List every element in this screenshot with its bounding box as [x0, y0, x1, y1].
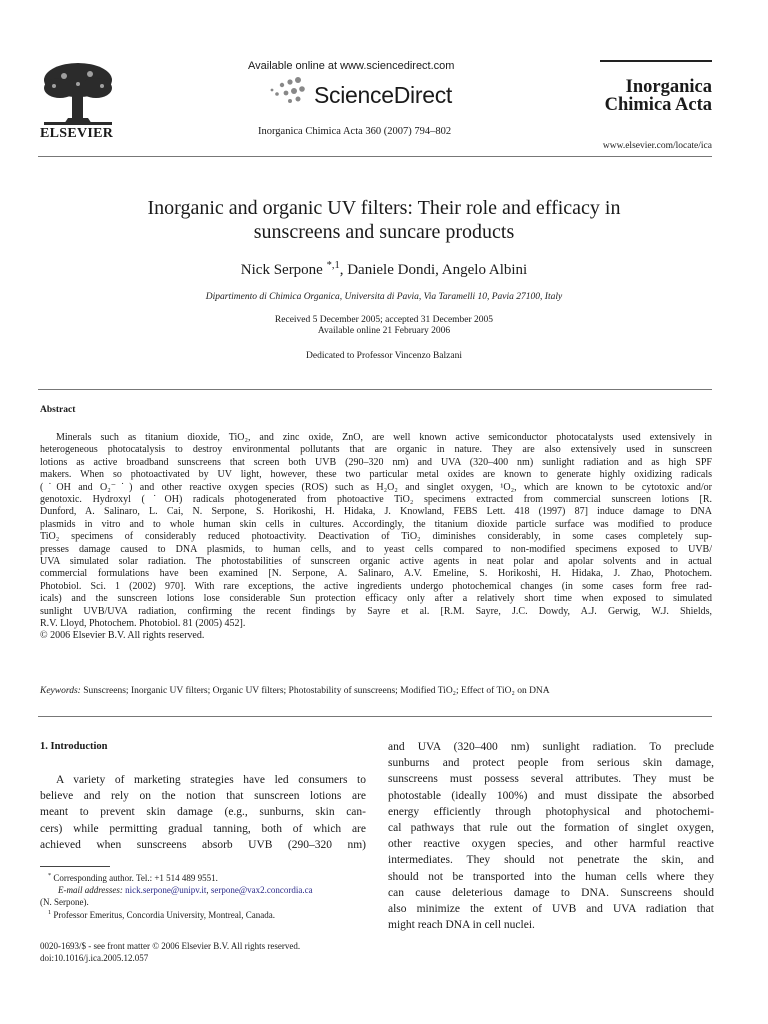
- sciencedirect-wordmark: ScienceDirect: [314, 82, 452, 108]
- journal-citation: Inorganica Chimica Acta 360 (2007) 794–802: [258, 126, 452, 137]
- body-line: also minimize the extent of UVB and UVA radiation that: [388, 903, 714, 915]
- abstract-line: TiO₂ specimens of considerably reduced photoactivity. Deactivation of TiO₂ diminishes considerably, in some cases completely sup-: [40, 531, 712, 543]
- abstract-line: makers. When so photoactivated by UV light, however, these two particular metal oxides are known to generate highly oxidizing radicals: [40, 469, 712, 481]
- author-serpone: Nick Serpone: [240, 262, 327, 278]
- abstract-line: heterogeneous photocatalysis to destroy environmental pollutants that are organic in nature. They are also extensively used in sunscreen: [40, 444, 712, 456]
- email-label: E-mail addresses:: [58, 885, 123, 895]
- journal-title-line2: Chimica Acta: [604, 95, 712, 115]
- body-line: energy efficiently through photophysical and photochemi-: [388, 805, 714, 818]
- body-line: might reach DNA in cell nuclei.: [388, 919, 535, 932]
- body-line: intermediates. They should not penetrate the skin, and: [388, 854, 714, 867]
- keywords-list: Sunscreens; Inorganic UV filters; Organic UV filters; Photostability of sunscreens; Modified TiO₂; Effect of TiO₂ on DNA: [80, 686, 550, 696]
- journal-header-rule: [600, 60, 712, 62]
- article-title: [60, 196, 708, 244]
- journal-title-line1: Inorganica: [625, 77, 712, 97]
- journal-title: [600, 78, 712, 114]
- abstract-line: presses damage caused to DNA plasmids, to human cells, and to yeast cells compared to non-modified specimens exposed to UVB/: [40, 543, 712, 555]
- email-link-unipv[interactable]: nick.serpone@unipv.it: [125, 885, 207, 895]
- body-line: achieved when sunscreens absorb UVB (290–320 nm): [40, 838, 366, 851]
- elsevier-tree-logo: [38, 60, 118, 126]
- body-line: photostable (ideally 100%) and must dissipate the absorbed: [388, 789, 714, 802]
- received-date: Received 5 December 2005; accepted 31 December 2005: [274, 315, 494, 325]
- abstract-line: sunlight UVB/UVA radiation, confirming the recent findings by Sayre et al. [R.M. Sayre, J.C. Dowdy, A.J. Gerwig, W.J. Shields,: [40, 605, 712, 617]
- sciencedirect-dots-icon: [268, 76, 308, 106]
- abstract-line: commercial formulations have been examined [N. Serpone, A. Salinaro, A.V. Emeline, S. Horikoshi, H. Hidaka, J. Zhao, Photochem.: [40, 568, 712, 580]
- article-history: [60, 315, 708, 337]
- email-owner: (N. Serpone).: [40, 897, 89, 907]
- abstract-heading: Abstract: [40, 405, 76, 415]
- keywords: [40, 686, 712, 696]
- corresponding-text: Corresponding author. Tel.: +1 514 489 9551.: [51, 873, 218, 883]
- body-line: other reactive oxygen species, and other harmful reactive: [388, 838, 714, 851]
- abstract-divider: [38, 389, 712, 390]
- body-line: sunscreens must possess several attributes. They must be: [388, 773, 714, 786]
- author-marks: *,1: [326, 260, 340, 271]
- affiliation: Dipartimento di Chimica Organica, Universita di Pavia, Via Taramelli 10, Pavia 27100, Italy: [205, 292, 563, 302]
- corresponding-mark: *: [48, 872, 52, 879]
- body-line: can cause deleterious damage to DNA. Sunscreens should: [388, 886, 714, 899]
- available-online-text: Available online at www.sciencedirect.com: [248, 60, 455, 72]
- keywords-divider: [38, 716, 712, 717]
- abstract-line: lotions as active broadband sunscreens that screen both UVB (290–320 nm) and UVA (320–400 nm) sunlight radiation and as high SPF: [40, 456, 712, 468]
- body-line: cers) while permitting gradual tanning, both of which are: [40, 822, 366, 835]
- abstract-line: UVA simulated solar radiation. The photostabilities of sunscreen organic active agents in neat polar and apolar solvents and in actual: [40, 556, 712, 567]
- body-line: cal pathways that rule out the formation of singlet oxygen,: [388, 822, 714, 834]
- abstract-line: plasmids in vitro and to whole human skin cells in cultures. Accordingly, the titanium dioxide particle surface was modified to produce: [40, 518, 712, 530]
- email-link-concordia[interactable]: serpone@vax2.concordia.ca: [210, 885, 313, 895]
- body-line: believe and rely on the notion that sunscreen lotions are: [40, 790, 366, 803]
- body-line: should not be transported into the human cells where they: [388, 870, 714, 883]
- footnote-1-text: Professor Emeritus, Concordia University, Montreal, Canada.: [51, 910, 276, 920]
- footnote-divider: [40, 866, 110, 867]
- keywords-label: Keywords:: [40, 686, 81, 696]
- abstract-line: R.V. Lloyd, Photochem. Photobiol. 81 (2005) 452].: [40, 618, 246, 629]
- body-line: meant to prevent skin damage (e.g., sunburns, skin can-: [40, 806, 366, 819]
- title-line-1: Inorganic and organic UV filters: Their role and efficacy in: [147, 197, 621, 219]
- email-note: E-mail addresses: nick.serpone@unipv.it, serpone@vax2.concordia.ca: [58, 885, 313, 895]
- co-authors: , Daniele Dondi, Angelo Albini: [339, 262, 528, 278]
- dedication: Dedicated to Professor Vincenzo Balzani: [306, 351, 462, 361]
- abstract-line: Photobiol. Sci. 1 (2002) 970]. With rare exceptions, the active ingredients undergo photochemical changes (in some cases form free rad-: [40, 580, 712, 592]
- abstract-line: (˙OH and O₂⁻˙) and other reactive oxygen species (ROS) such as H₂O₂ and singlet oxygen, ¹O₂, which are known to be cytotoxic and/or: [40, 481, 712, 493]
- body-line: sunburns and protect people from serious skin damage,: [388, 757, 714, 770]
- abstract-line: Minerals such as titanium dioxide, TiO₂, and zinc oxide, ZnO, are well known active semiconductor photocatalysts used extensively in: [56, 432, 712, 443]
- publisher-name: ELSEVIER: [40, 126, 114, 141]
- footnote-1-mark: 1: [48, 909, 52, 916]
- abstract-line: genotoxic. Hydroxyl (˙OH) radicals photogenerated from photoactive TiO₂ specimens extracted from commercial sunscreen lotions [R.: [40, 494, 712, 505]
- header-divider: [38, 156, 712, 157]
- body-line: and UVA (320–400 nm) sunlight radiation. To preclude: [388, 741, 714, 753]
- copyright-line: © 2006 Elsevier B.V. All rights reserved.: [40, 630, 205, 642]
- corresponding-author-note: [48, 872, 378, 884]
- title-line-2: sunscreens and suncare products: [253, 221, 515, 243]
- issn-line: 0020-1693/$ - see front matter © 2006 Elsevier B.V. All rights reserved.: [40, 941, 301, 951]
- journal-url[interactable]: www.elsevier.com/locate/ica: [602, 141, 712, 151]
- footnote-1: [48, 909, 378, 921]
- doi-line[interactable]: doi:10.1016/j.ica.2005.12.057: [40, 953, 149, 963]
- abstract-line: icals) and the sunscreen lotions lose considerable Sun protection efficacy only after a relatively short time when exposed to simulated: [40, 593, 712, 605]
- authors: [60, 262, 708, 279]
- available-date: Available online 21 February 2006: [317, 326, 451, 336]
- section-heading-introduction: 1. Introduction: [40, 741, 108, 752]
- body-line: A variety of marketing strategies have led consumers to: [56, 774, 366, 786]
- abstract-line: Dunford, A. Salinaro, L. Cai, N. Serpone, S. Horikoshi, H. Hidaka, J. Knowland, FEBS Lett. 418 (1997) 87] induce damage to DNA: [40, 506, 712, 518]
